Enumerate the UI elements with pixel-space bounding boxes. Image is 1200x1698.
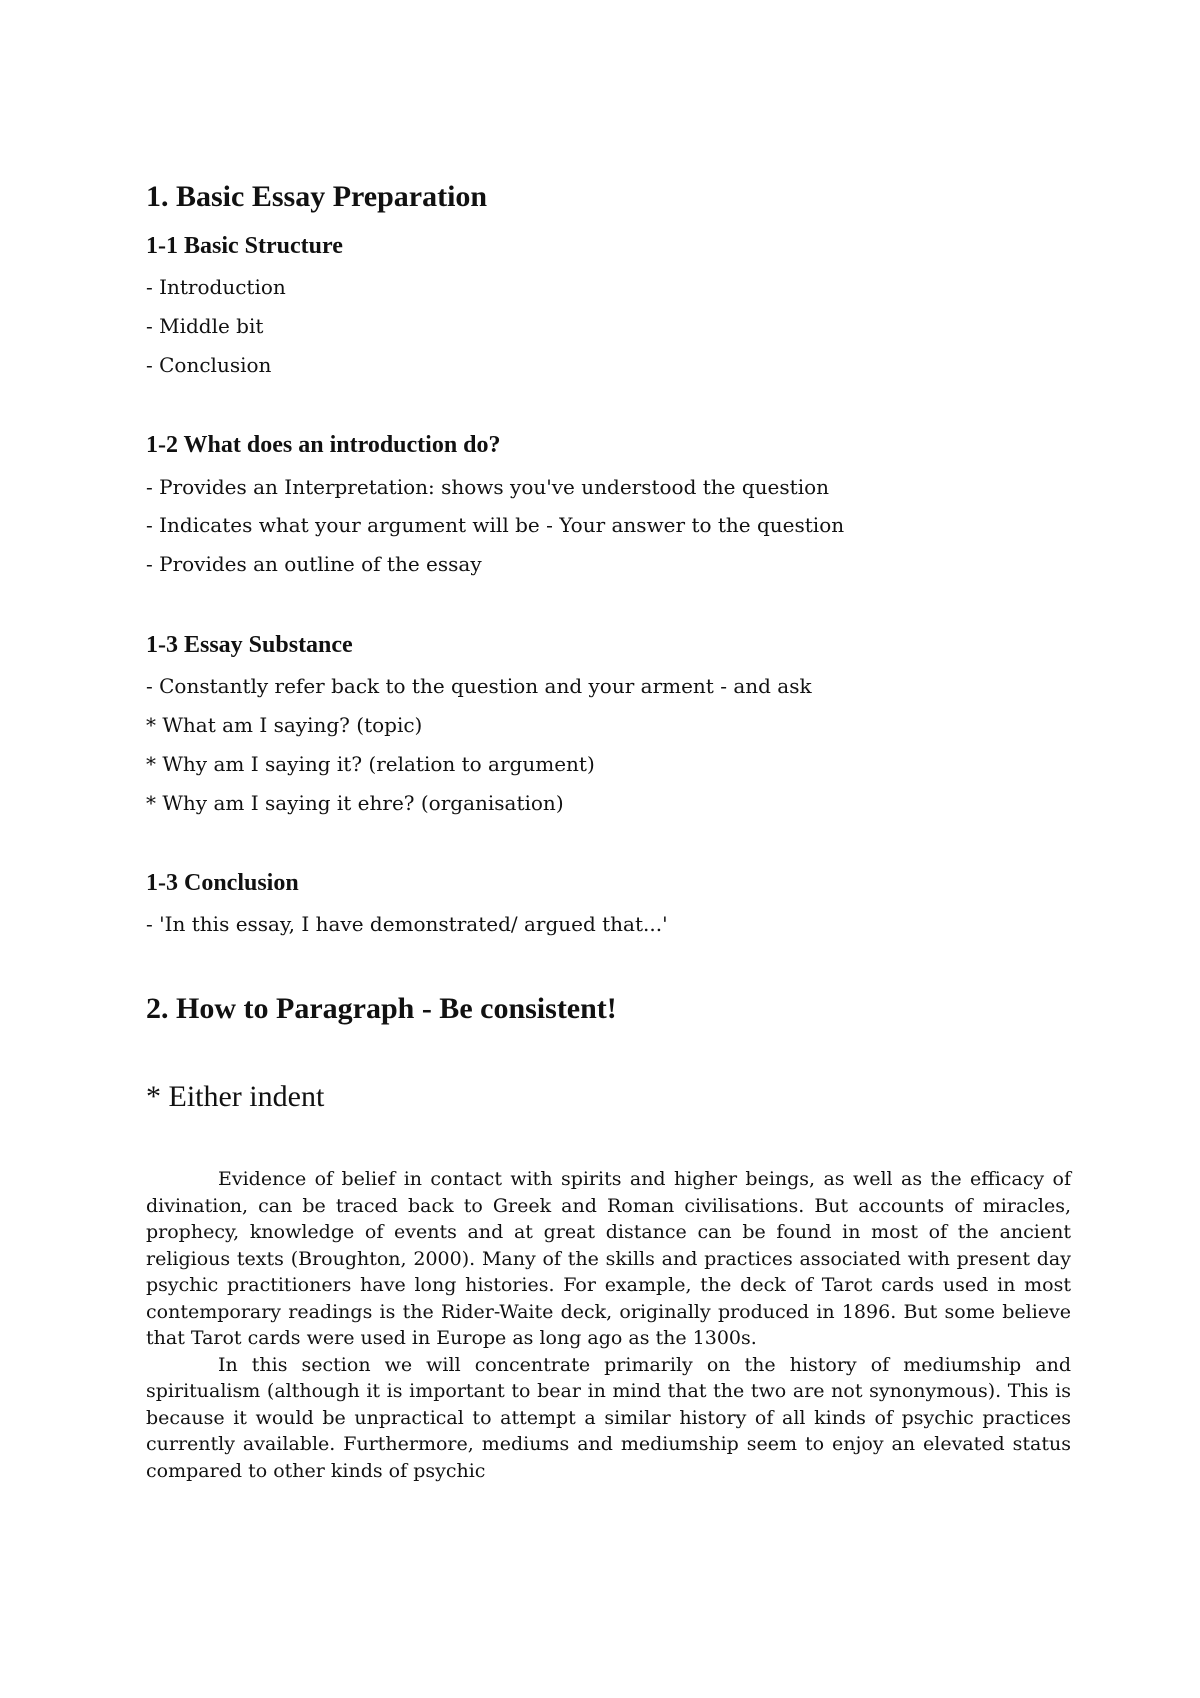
paragraph: In this section we will concentrate primarily on the history of mediumship and spiritualism (although it is important to bear in mind that the two are not synonymous). This is because it would be unpractical to attempt a similar history of all kinds of psychic practices currently available. Furthermore, mediums and mediumship seem to enjoy an elevated status compared to other kinds of psychic xyxy=(146,1353,1071,1482)
list-item: * What am I saying? (topic) xyxy=(146,713,423,737)
list-item: * Why am I saying it? (relation to argument) xyxy=(146,752,595,776)
heading-basic-structure: 1-1 Basic Structure xyxy=(146,233,343,259)
list-item: - Indicates what your argument will be - Your answer to the question xyxy=(146,513,845,537)
list-item: - Conclusion xyxy=(146,353,272,377)
list-item: - Constantly refer back to the question and your arment - and ask xyxy=(146,674,812,698)
heading-essay-substance: 1-3 Essay Substance xyxy=(146,632,353,658)
list-item: - Provides an Interpretation: shows you've understood the question xyxy=(146,475,830,499)
section-1-title: 1. Basic Essay Preparation xyxy=(146,180,488,213)
list-item: - Provides an outline of the essay xyxy=(146,552,482,576)
list-item: * Why am I saying it ehre? (organisation) xyxy=(146,791,564,815)
paragraph: Evidence of belief in contact with spirits and higher beings, as well as the efficacy of divination, can be traced back to Greek and Roman civilisations. But accounts of miracles, prophecy, knowledge of events and at great distance can be found in most of the ancient religious texts (Broughton, 2000). Many of the skills and practices associated with present day psychic practitioners have long histories. For example, the deck of Tarot cards used in most contemporary readings is the Rider-Waite deck, originally produced in 1896. But some believe that Tarot cards were used in Europe as long ago as the 1300s. xyxy=(146,1168,1071,1349)
option-heading: * Either indent xyxy=(146,1080,325,1113)
example-paragraphs xyxy=(146,1166,1071,1484)
heading-introduction: 1-2 What does an introduction do? xyxy=(146,432,501,458)
list-item: - 'In this essay, I have demonstrated/ argued that...' xyxy=(146,912,668,936)
heading-conclusion: 1-3 Conclusion xyxy=(146,870,299,896)
list-item: - Middle bit xyxy=(146,314,264,338)
section-2-title: 2. How to Paragraph - Be consistent! xyxy=(146,992,617,1025)
list-item: - Introduction xyxy=(146,275,286,299)
